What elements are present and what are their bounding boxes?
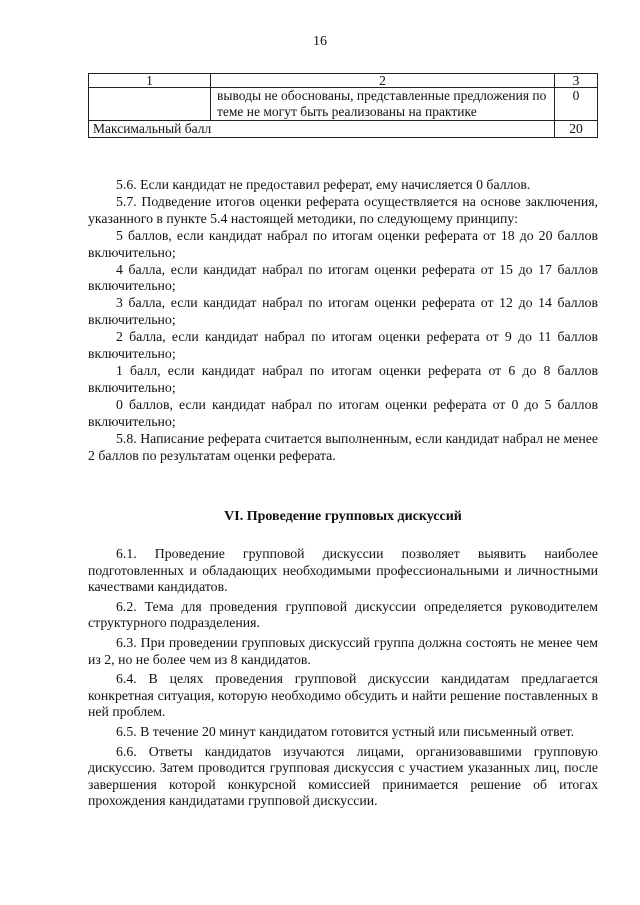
table-header-cell: 2 — [211, 74, 555, 88]
paragraph: 6.2. Тема для проведения групповой дискуссии определяется руководителем структурного подразделения. — [88, 598, 598, 631]
paragraph: 6.3. При проведении групповых дискуссий группа должна состоять не менее чем из 2, но не более чем из 8 кандидатов. — [88, 634, 598, 667]
table-cell — [89, 88, 211, 121]
paragraph: 6.4. В целях проведения групповой дискуссии кандидатам предлагается конкретная ситуация, которую необходимо обсудить и найти решение поставленных в ней проблем. — [88, 671, 598, 720]
paragraph: 6.5. В течение 20 минут кандидатом готовится устный или письменный ответ. — [116, 723, 575, 739]
table-header-cell: 1 — [89, 74, 211, 88]
paragraph: 0 баллов, если кандидат набрал по итогам оценки реферата от 0 до 5 баллов включительно; — [88, 396, 598, 429]
paragraph: 4 балла, если кандидат набрал по итогам оценки реферата от 15 до 17 баллов включительно; — [88, 261, 598, 294]
paragraph: 5.7. Подведение итогов оценки реферата осуществляется на основе заключения, указанного в пункте 5.4 настоящей методики, по следующему принципу: — [88, 193, 598, 226]
paragraph: 5.6. Если кандидат не предоставил реферат, ему начисляется 0 баллов. — [116, 177, 531, 192]
table-total-row — [89, 121, 598, 138]
table-row — [89, 88, 598, 121]
page-number: 16 — [313, 34, 327, 49]
paragraph: 5.8. Написание реферата считается выполненным, если кандидат набрал не менее 2 баллов по результатам оценки реферата. — [88, 430, 598, 463]
body-text-block — [88, 177, 598, 464]
paragraph: 2 балла, если кандидат набрал по итогам оценки реферата от 9 до 11 баллов включительно; — [88, 329, 598, 362]
table-header-row — [89, 74, 598, 88]
score-table — [88, 73, 598, 138]
section-text-block — [88, 546, 598, 810]
paragraph: 1 балл, если кандидат набрал по итогам оценки реферата от 6 до 8 баллов включительно; — [88, 362, 598, 395]
paragraph: 6.6. Ответы кандидатов изучаются лицами, организовавшими групповую дискуссию. Затем проводится групповая дискуссия с участием указанных лиц, после завершения которой конкурсной комиссией принимается решение об итогах прохождения кандидатами групповой дискуссии. — [88, 743, 598, 809]
table-header-cell: 3 — [555, 74, 598, 88]
table-cell-criteria: выводы не обоснованы, представленные предложения по теме не могут быть реализованы на практике — [211, 88, 555, 121]
paragraph: 3 балла, если кандидат набрал по итогам оценки реферата от 12 до 14 баллов включительно; — [88, 295, 598, 328]
section-title: VI. Проведение групповых дискуссий — [224, 509, 462, 524]
table-cell-score: 0 — [555, 88, 598, 121]
paragraph: 5 баллов, если кандидат набрал по итогам оценки реферата от 18 до 20 баллов включительно; — [88, 227, 598, 260]
total-label: Максимальный балл — [89, 121, 555, 138]
total-value: 20 — [555, 121, 598, 138]
paragraph: 6.1. Проведение групповой дискуссии позволяет выявить наиболее подготовленных и обладающих необходимыми профессиональными и личностными качествами кандидатов. — [88, 546, 598, 595]
